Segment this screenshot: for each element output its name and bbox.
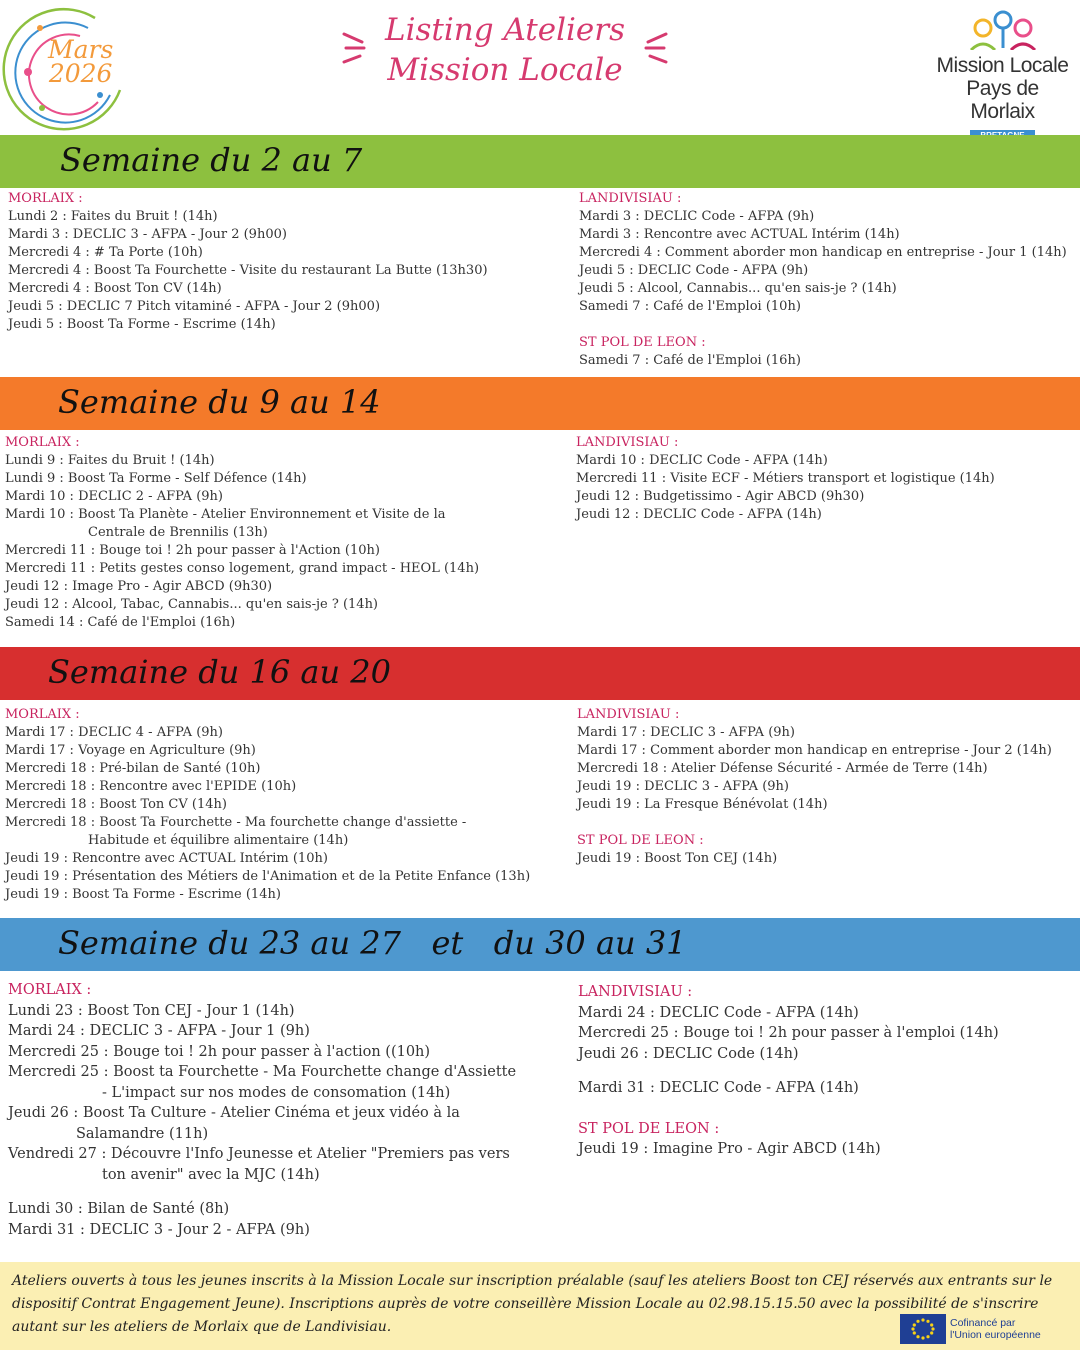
list-item: Mardi 31 : DECLIC Code - AFPA (14h) — [578, 1080, 859, 1096]
list-item: Mercredi 18 : Atelier Défense Sécurité - Armée de Terre (14h) — [577, 761, 988, 776]
city-label: ST POL DE LEON : — [577, 833, 704, 848]
list-item: Mercredi 25 : Boost ta Fourchette - Ma Fourchette change d'Assiette - L'impact sur nos modes de consomation (14h) — [8, 1064, 517, 1101]
list-item: Lundi 2 : Faites du Bruit ! (14h) — [8, 209, 218, 224]
list-item: Lundi 9 : Boost Ta Forme - Self Défence (14h) — [5, 471, 307, 486]
list-item: Jeudi 19 : Boost Ton CEJ (14h) — [577, 851, 778, 866]
week3-landivisiau — [577, 706, 1074, 868]
list-item: Mardi 3 : Rencontre avec ACTUAL Intérim (14h) — [579, 227, 900, 242]
week1-morlaix — [8, 190, 548, 334]
list-item: Jeudi 19 : DECLIC 3 - AFPA (9h) — [577, 779, 789, 794]
week-band-4 — [0, 918, 1080, 971]
list-item: Lundi 23 : Boost Ton CEJ - Jour 1 (14h) — [8, 1002, 295, 1019]
list-item: Mardi 10 : Boost Ta Planète - Atelier Environnement et Visite de la Centrale de Brennilis (13h) — [5, 507, 446, 540]
list-item: Mercredi 4 : Boost Ta Fourchette - Visite du restaurant La Butte (13h30) — [8, 263, 488, 278]
list-item: Jeudi 5 : Alcool, Cannabis... qu'en sais-je ? (14h) — [579, 281, 897, 296]
list-item: Mercredi 25 : Bouge toi ! 2h pour passer à l'emploi (14h) — [578, 1025, 999, 1041]
eu-flag-icon — [900, 1314, 946, 1344]
list-item: Mardi 31 : DECLIC 3 - Jour 2 - AFPA (9h) — [8, 1221, 310, 1238]
city-label: MORLAIX : — [5, 707, 80, 722]
week-title: Semaine du 2 au 7 — [60, 141, 363, 179]
list-item: Mercredi 18 : Pré-bilan de Santé (10h) — [5, 761, 261, 776]
list-item: Jeudi 26 : DECLIC Code (14h) — [578, 1045, 799, 1062]
list-item: Jeudi 19 : Imagine Pro - Agir ABCD (14h) — [578, 1141, 881, 1157]
list-item: Mercredi 4 : Comment aborder mon handicap en entreprise - Jour 1 (14h) — [579, 245, 1067, 260]
list-item: Mardi 10 : DECLIC Code - AFPA (14h) — [576, 453, 828, 468]
month-year: 2026 — [48, 59, 113, 88]
org-name-line1: Mission Locale — [936, 54, 1069, 77]
week-band-1 — [0, 135, 1080, 188]
list-item: Samedi 7 : Café de l'Emploi (10h) — [579, 299, 801, 314]
list-item: Mardi 24 : DECLIC Code - AFPA (14h) — [578, 1004, 859, 1021]
title-line1: Listing Ateliers — [385, 12, 625, 48]
eu-cofunding-logo — [900, 1314, 1041, 1344]
list-item: Jeudi 12 : Budgetissimo - Agir ABCD (9h30) — [576, 489, 865, 504]
footer-text: Ateliers ouverts à tous les jeunes inscrits à la Mission Locale sur inscription préalable (sauf les ateliers Boost ton CEJ réservés aux entrants sur le dispositif Contrat Engagement Jeune). Inscriptions auprès de votre conseillère Mission Locale au 02.98.15.15.50 avec la possibilité de s'inscrire autant sur les ateliers de Morlaix que de Landivisiau. — [12, 1273, 1053, 1335]
week-band-2 — [0, 377, 1080, 430]
spark-left-icon — [340, 30, 370, 70]
list-item: Mercredi 11 : Petits gestes conso logement, grand impact - HEOL (14h) — [5, 561, 480, 576]
mission-locale-logo — [935, 8, 1070, 142]
city-label: MORLAIX : — [8, 982, 92, 998]
city-label: LANDIVISIAU : — [578, 984, 693, 1000]
list-item: Mardi 17 : DECLIC 4 - AFPA (9h) — [5, 725, 223, 740]
list-item: Mardi 17 : Comment aborder mon handicap en entreprise - Jour 2 (14h) — [577, 743, 1052, 758]
list-item: Mercredi 11 : Visite ECF - Métiers transport et logistique (14h) — [576, 471, 995, 486]
list-item: Mercredi 18 : Boost Ton CV (14h) — [5, 797, 227, 812]
city-label: MORLAIX : — [5, 435, 80, 450]
week2-morlaix — [5, 434, 485, 632]
list-item: Mercredi 18 : Rencontre avec l'EPIDE (10h) — [5, 779, 297, 794]
list-item: Lundi 9 : Faites du Bruit ! (14h) — [5, 453, 215, 468]
list-item: Mercredi 4 : Boost Ton CV (14h) — [8, 281, 222, 296]
list-item: Mardi 17 : DECLIC 3 - AFPA (9h) — [577, 725, 795, 740]
list-item: Mardi 17 : Voyage en Agriculture (9h) — [5, 743, 256, 758]
week1-landivisiau — [579, 190, 1074, 370]
week4-landivisiau — [578, 982, 1074, 1160]
week3-morlaix — [5, 706, 530, 904]
month-name: Mars — [48, 35, 114, 64]
list-item: Mardi 10 : DECLIC 2 - AFPA (9h) — [5, 489, 223, 504]
list-item: Jeudi 5 : DECLIC Code - AFPA (9h) — [579, 263, 809, 278]
list-item: Mercredi 18 : Boost Ta Fourchette - Ma fourchette change d'assiette - Habitude et équilibre alimentaire (14h) — [5, 815, 467, 848]
week4-morlaix — [8, 980, 523, 1240]
eu-line1: Cofinancé par — [950, 1317, 1016, 1329]
page-title — [380, 10, 630, 90]
list-item: Mercredi 25 : Bouge toi ! 2h pour passer à l'action ((10h) — [8, 1043, 431, 1060]
spark-right-icon — [640, 30, 670, 70]
city-label: LANDIVISIAU : — [576, 435, 679, 450]
eu-line2: l'Union européenne — [950, 1329, 1041, 1341]
list-item: Lundi 30 : Bilan de Santé (8h) — [8, 1201, 230, 1217]
list-item: Jeudi 12 : DECLIC Code - AFPA (14h) — [576, 507, 822, 522]
list-item: Mardi 3 : DECLIC 3 - AFPA - Jour 2 (9h00) — [8, 227, 287, 242]
org-name-line2: Pays de Morlaix — [966, 77, 1039, 123]
list-item: Jeudi 26 : Boost Ta Culture - Atelier Cinéma et jeux vidéo à la Salamandre (11h) — [8, 1105, 460, 1142]
week-title: Semaine du 16 au 20 — [48, 653, 391, 691]
list-item: Samedi 7 : Café de l'Emploi (16h) — [579, 353, 801, 368]
list-item: Mercredi 11 : Bouge toi ! 2h pour passer à l'Action (10h) — [5, 543, 380, 558]
list-item: Mardi 24 : DECLIC 3 - AFPA - Jour 1 (9h) — [8, 1023, 310, 1039]
title-line2: Mission Locale — [387, 52, 623, 88]
list-item: Mardi 3 : DECLIC Code - AFPA (9h) — [579, 209, 815, 224]
city-label: MORLAIX : — [8, 191, 83, 206]
list-item: Jeudi 12 : Alcool, Tabac, Cannabis... qu'en sais-je ? (14h) — [5, 597, 379, 612]
list-item: Jeudi 5 : DECLIC 7 Pitch vitaminé - AFPA - Jour 2 (9h00) — [8, 299, 381, 314]
list-item: Jeudi 12 : Image Pro - Agir ABCD (9h30) — [5, 579, 273, 594]
city-label: LANDIVISIAU : — [579, 191, 682, 206]
list-item: Jeudi 5 : Boost Ta Forme - Escrime (14h) — [8, 317, 276, 332]
list-item: Jeudi 19 : Présentation des Métiers de l'Animation et de la Petite Enfance (13h) — [5, 869, 531, 884]
month-logo — [0, 0, 140, 135]
list-item: Mercredi 4 : # Ta Porte (10h) — [8, 245, 203, 260]
week-band-3 — [0, 647, 1080, 700]
list-item: Jeudi 19 : La Fresque Bénévolat (14h) — [577, 797, 828, 812]
city-label: LANDIVISIAU : — [577, 707, 680, 722]
header — [0, 0, 1080, 135]
city-label: ST POL DE LEON : — [579, 335, 706, 350]
list-item: Samedi 14 : Café de l'Emploi (16h) — [5, 615, 236, 630]
week2-landivisiau — [576, 434, 1074, 524]
week-title: Semaine du 23 au 27 et du 30 au 31 — [58, 924, 687, 962]
people-icon — [963, 8, 1043, 50]
list-item: Jeudi 19 : Boost Ta Forme - Escrime (14h) — [5, 887, 281, 902]
list-item: Vendredi 27 : Découvre l'Info Jeunesse et Atelier "Premiers pas vers ton avenir" avec la MJC (14h) — [8, 1146, 510, 1183]
list-item: Jeudi 19 : Rencontre avec ACTUAL Intérim (10h) — [5, 851, 328, 866]
city-label: ST POL DE LEON : — [578, 1120, 720, 1137]
footer-note — [0, 1262, 1080, 1350]
week-title: Semaine du 9 au 14 — [58, 383, 381, 421]
